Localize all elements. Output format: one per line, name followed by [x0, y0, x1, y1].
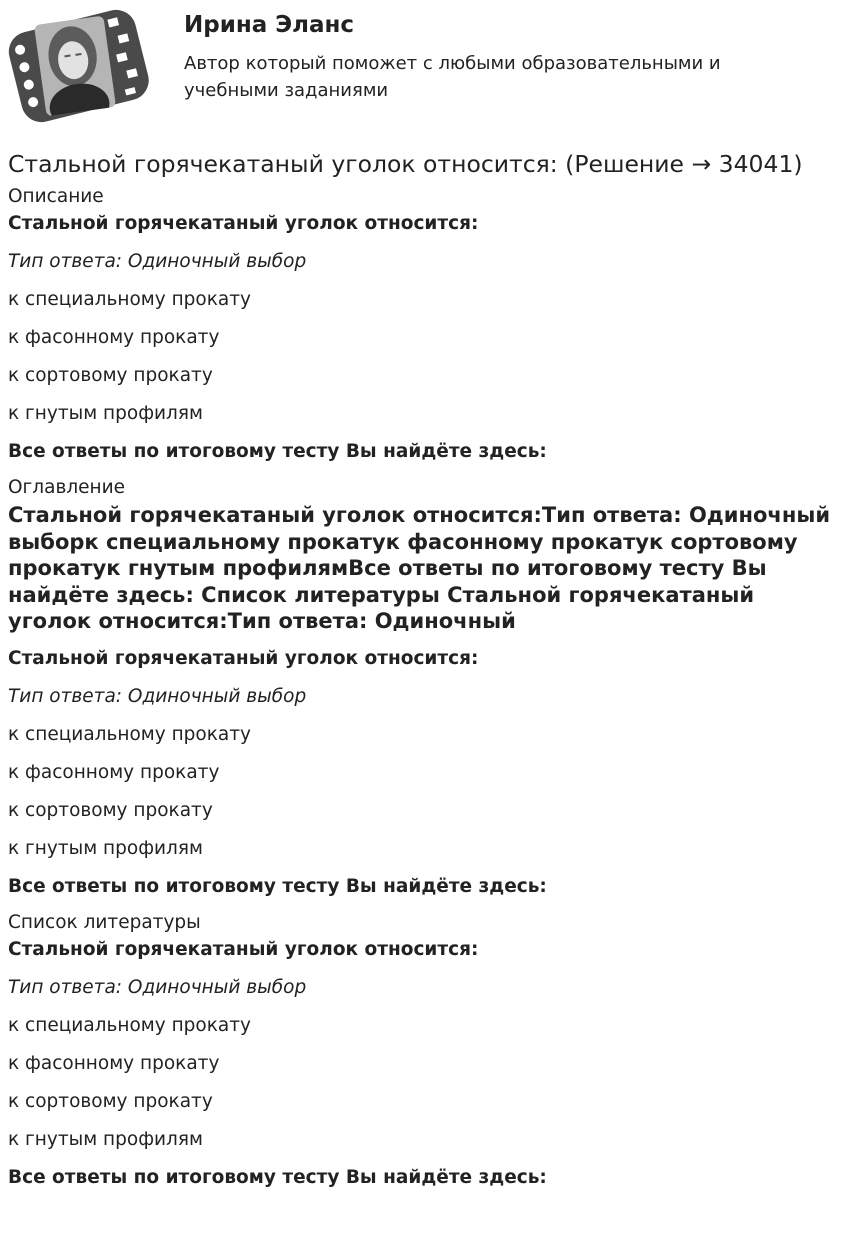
question-text: Стальной горячекатаный уголок относится:	[8, 938, 479, 960]
page-title: Стальной горячекатаный уголок относится: (Решение → 34041)	[8, 150, 803, 178]
answer-option: к специальному прокату	[8, 723, 251, 745]
description-label: Описание	[8, 186, 104, 207]
answer-option: к гнутым профилям	[8, 837, 203, 859]
answer-option: к сортовому прокату	[8, 799, 213, 821]
answer-type: Тип ответа: Одиночный выбор	[8, 976, 307, 998]
answer-option: к фасонному прокату	[8, 327, 220, 348]
answer-option: к фасонному прокату	[8, 1052, 220, 1074]
answer-option: к сортовому прокату	[8, 1090, 213, 1112]
question-text: Стальной горячекатаный уголок относится:	[8, 647, 479, 669]
answer-option: к сортовому прокату	[8, 365, 213, 386]
main-content	[8, 146, 838, 1190]
answer-type: Тип ответа: Одиночный выбор	[8, 251, 307, 272]
answer-option: к фасонному прокату	[8, 761, 220, 783]
answer-option: к специальному прокату	[8, 289, 251, 310]
question-text: Стальной горячекатаный уголок относится:	[8, 213, 479, 234]
author-header	[0, 0, 847, 140]
toc-label: Оглавление	[8, 477, 126, 498]
author-avatar[interactable]	[6, 6, 152, 128]
find-answers-text: Все ответы по итоговому тесту Вы найдёте здесь:	[8, 1166, 547, 1188]
find-answers-text: Все ответы по итоговому тесту Вы найдёте здесь:	[8, 441, 547, 462]
answer-type: Тип ответа: Одиночный выбор	[8, 685, 307, 707]
author-description: Автор который поможет с любыми образовательными и учебными заданиями	[184, 53, 721, 101]
answer-option: к специальному прокату	[8, 1014, 251, 1036]
toc-text: Стальной горячекатаный уголок относится:Тип ответа: Одиночный выборк специальному прокатук фасонному прокатук сортовому прокатук гнутым профилямВсе ответы по итоговому тесту Вы найдёте здесь: Список литературы Стальной горячекатаный уголок относится:Тип ответа: Одиночный	[8, 503, 831, 633]
author-name[interactable]: Ирина Эланс	[184, 12, 355, 38]
find-answers-text: Все ответы по итоговому тесту Вы найдёте здесь:	[8, 875, 547, 897]
references-label: Список литературы	[8, 911, 201, 933]
answer-option: к гнутым профилям	[8, 1128, 203, 1150]
answer-option: к гнутым профилям	[8, 403, 203, 424]
